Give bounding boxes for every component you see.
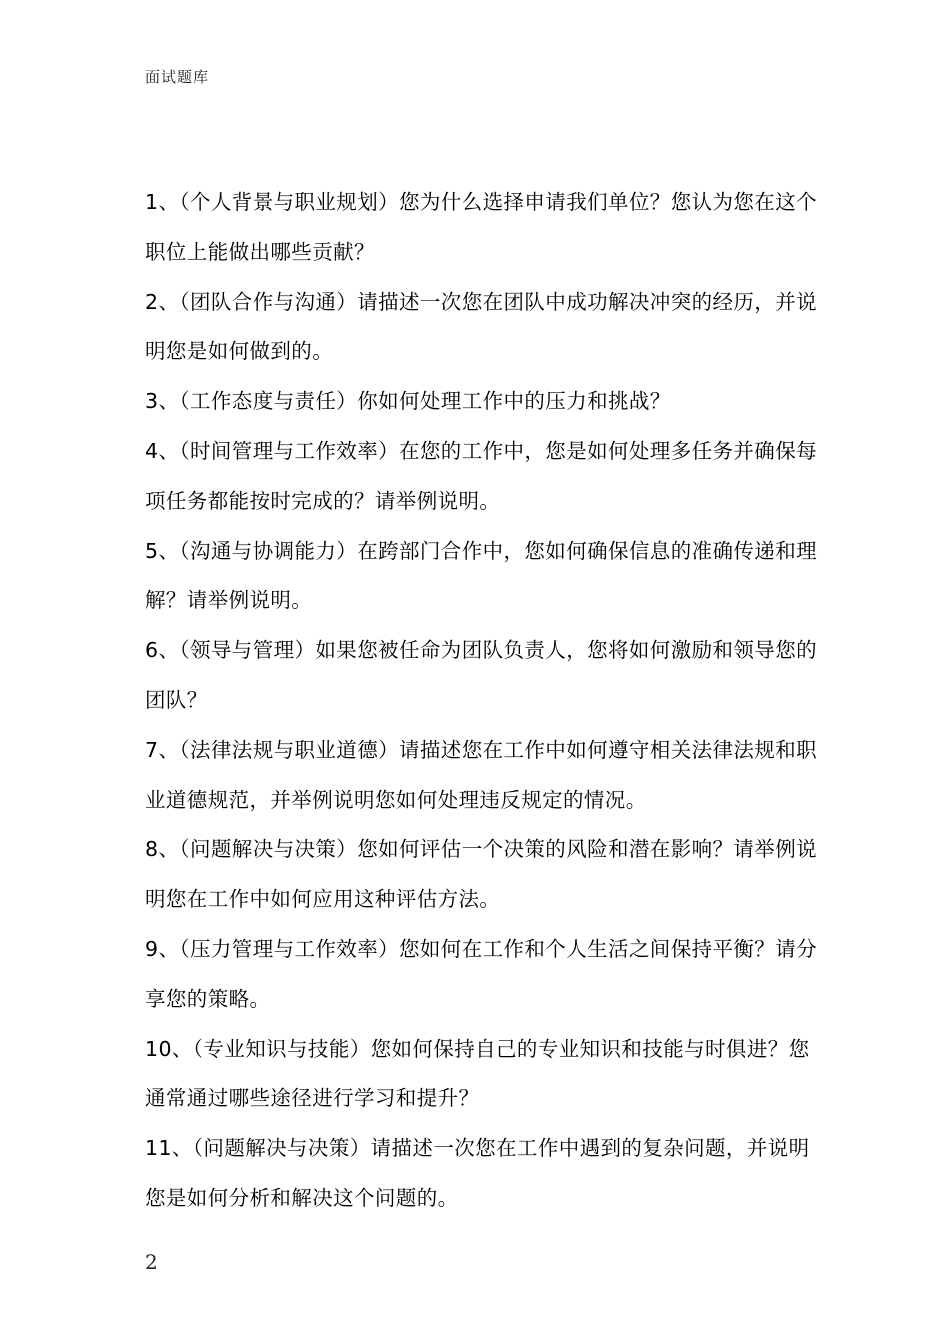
question-item: 7、（法律法规与职业道德）请描述您在工作中如何遵守相关法律法规和职业道德规范，并举例说明您如何处理违反规定的情况。 xyxy=(145,737,817,812)
question-item: 1、（个人背景与职业规划）您为什么选择申请我们单位？您认为您在这个职位上能做出哪些贡献？ xyxy=(145,190,817,264)
page-number: 2 xyxy=(145,1250,158,1274)
question-item: 9、（压力管理与工作效率）您如何在工作和个人生活之间保持平衡？请分享您的策略。 xyxy=(145,936,817,1011)
question-item: 5、（沟通与协调能力）在跨部门合作中，您如何确保信息的准确传递和理解？请举例说明。 xyxy=(145,538,817,613)
question-item: 6、（领导与管理）如果您被任命为团队负责人，您将如何激励和领导您的团队？ xyxy=(145,638,817,712)
question-item: 3、（工作态度与责任）你如何处理工作中的压力和挑战？ xyxy=(145,389,671,414)
document-header: 面试题库 xyxy=(145,68,210,86)
question-item: 11、（问题解决与决策）请描述一次您在工作中遇到的复杂问题，并说明您是如何分析和解决这个问题的。 xyxy=(145,1136,810,1210)
question-item: 10、（专业知识与技能）您如何保持自己的专业知识和技能与时俱进？您通常通过哪些途径进行学习和提升？ xyxy=(145,1036,810,1111)
question-item: 2、（团队合作与沟通）请描述一次您在团队中成功解决冲突的经历，并说明您是如何做到的。 xyxy=(145,289,817,364)
question-item: 4、（时间管理与工作效率）在您的工作中，您是如何处理多任务并确保每项任务都能按时完成的？请举例说明。 xyxy=(145,438,817,513)
question-item: 8、（问题解决与决策）您如何评估一个决策的风险和潜在影响？请举例说明您在工作中如何应用这种评估方法。 xyxy=(145,837,817,912)
question-list xyxy=(145,178,825,1224)
